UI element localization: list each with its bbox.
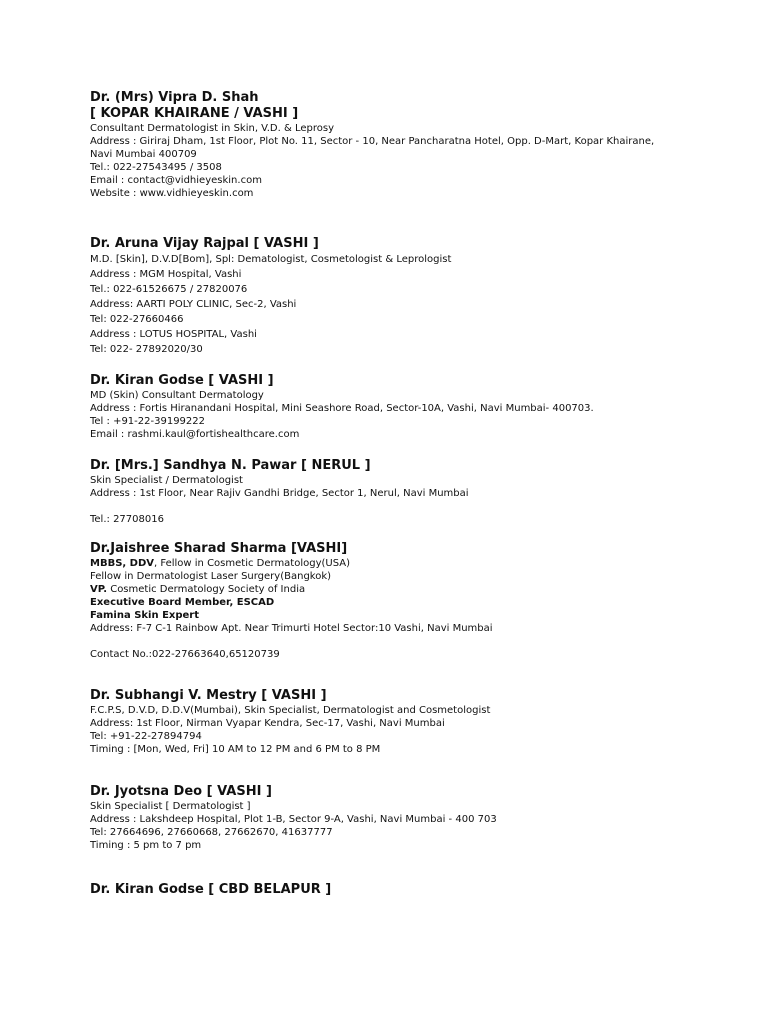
website-line: Website : www.vidhieyeskin.com <box>90 188 254 199</box>
email-line: Email : contact@vidhieyeskin.com <box>90 175 262 186</box>
phone-line: Tel: 27664696, 27660668, 27662670, 41637777 <box>90 827 333 838</box>
address-line: Address : Lakshdeep Hospital, Plot 1-B, Sector 9-A, Vashi, Navi Mumbai - 400 703 <box>90 814 497 825</box>
designation-line <box>90 609 750 622</box>
qualification-line <box>90 570 750 583</box>
phone-line <box>90 648 750 661</box>
bold-text: Famina Skin Expert <box>90 610 200 621</box>
address-line: Address : Fortis Hiranandani Hospital, Mini Seashore Road, Sector-10A, Vashi, Navi Mumbai- 400703. <box>90 403 594 414</box>
doctor-entry <box>90 236 750 357</box>
doctor-location-heading: [ KOPAR KHAIRANE / VASHI ] <box>90 106 299 121</box>
doctor-entry <box>90 688 750 756</box>
phone-line: Tel: +91-22-27894794 <box>90 731 202 742</box>
qualification-line <box>90 557 750 570</box>
doctor-entry <box>90 541 750 661</box>
blank-line <box>90 635 750 648</box>
address-line: Address : MGM Hospital, Vashi <box>90 269 242 280</box>
timing-line: Timing : 5 pm to 7 pm <box>90 840 202 851</box>
phone-line: Tel.: 022-61526675 / 27820076 <box>90 284 248 295</box>
designation-line <box>90 596 750 609</box>
blank-line <box>90 500 750 513</box>
bold-text: MBBS, DDV <box>90 558 155 569</box>
address-line <box>90 622 750 635</box>
doctor-name-heading: Dr. (Mrs) Vipra D. Shah <box>90 90 259 105</box>
plain-text: Fellow in Dermatologist Laser Surgery(Bangkok) <box>90 571 332 582</box>
plain-text: Address: F-7 C-1 Rainbow Apt. Near Trimurti Hotel Sector:10 Vashi, Navi Mumbai <box>90 623 493 634</box>
address-line: Address : Giriraj Dham, 1st Floor, Plot No. 11, Sector - 10, Near Pancharatna Hotel, Opp. D-Mart, Kopar Khairane, <box>90 136 655 147</box>
phone-line: Tel.: 022-27543495 / 3508 <box>90 162 222 173</box>
address-line: Address : LOTUS HOSPITAL, Vashi <box>90 329 257 340</box>
doctor-entry <box>90 373 750 441</box>
email-line: Email : rashmi.kaul@fortishealthcare.com <box>90 429 300 440</box>
phone-line: Tel.: 27708016 <box>90 514 164 525</box>
phone-line: Tel: 022- 27892020/30 <box>90 344 203 355</box>
address-line: Address : 1st Floor, Near Rajiv Gandhi Bridge, Sector 1, Nerul, Navi Mumbai <box>90 488 469 499</box>
designation-line <box>90 583 750 596</box>
doctor-name-heading: Dr. Kiran Godse [ CBD BELAPUR ] <box>90 882 332 897</box>
doctor-name-heading: Dr. Subhangi V. Mestry [ VASHI ] <box>90 688 327 703</box>
doctor-name-heading: Dr. Jyotsna Deo [ VASHI ] <box>90 784 272 799</box>
bold-text: Executive Board Member, ESCAD <box>90 597 275 608</box>
doctor-name-heading: Dr. Aruna Vijay Rajpal [ VASHI ] <box>90 236 319 251</box>
phone-line: Tel: 022-27660466 <box>90 314 184 325</box>
doctor-entry <box>90 882 750 898</box>
doctor-name-heading: Dr. [Mrs.] Sandhya N. Pawar [ NERUL ] <box>90 458 371 473</box>
qualification-line: Skin Specialist [ Dermatologist ] <box>90 801 251 812</box>
address-line: Navi Mumbai 400709 <box>90 149 197 160</box>
qualification-line: F.C.P.S, D.V.D, D.D.V(Mumbai), Skin Specialist, Dermatologist and Cosmetologist <box>90 705 491 716</box>
qualification-line: Consultant Dermatologist in Skin, V.D. & Leprosy <box>90 123 334 134</box>
doctor-name-heading: Dr.Jaishree Sharad Sharma [VASHI] <box>90 541 348 556</box>
plain-text: Cosmetic Dermatology Society of India <box>107 584 306 595</box>
doctor-entry <box>90 458 750 526</box>
plain-text: Contact No.:022-27663640,65120739 <box>90 649 280 660</box>
timing-line: Timing : [Mon, Wed, Fri] 10 AM to 12 PM and 6 PM to 8 PM <box>90 744 381 755</box>
address-line: Address: AARTI POLY CLINIC, Sec-2, Vashi <box>90 299 297 310</box>
qualification-line: Skin Specialist / Dermatologist <box>90 475 243 486</box>
bold-text: VP. <box>90 584 108 595</box>
doctor-entry <box>90 90 750 200</box>
qualification-line: M.D. [Skin], D.V.D[Bom], Spl: Dematologist, Cosmetologist & Leprologist <box>90 254 452 265</box>
doctor-name-heading: Dr. Kiran Godse [ VASHI ] <box>90 373 274 388</box>
plain-text: , Fellow in Cosmetic Dermatology(USA) <box>154 558 351 569</box>
address-line: Address: 1st Floor, Nirman Vyapar Kendra, Sec-17, Vashi, Navi Mumbai <box>90 718 445 729</box>
phone-line: Tel : +91-22-39199222 <box>90 416 206 427</box>
doctor-entry <box>90 784 750 852</box>
qualification-line: MD (Skin) Consultant Dermatology <box>90 390 264 401</box>
